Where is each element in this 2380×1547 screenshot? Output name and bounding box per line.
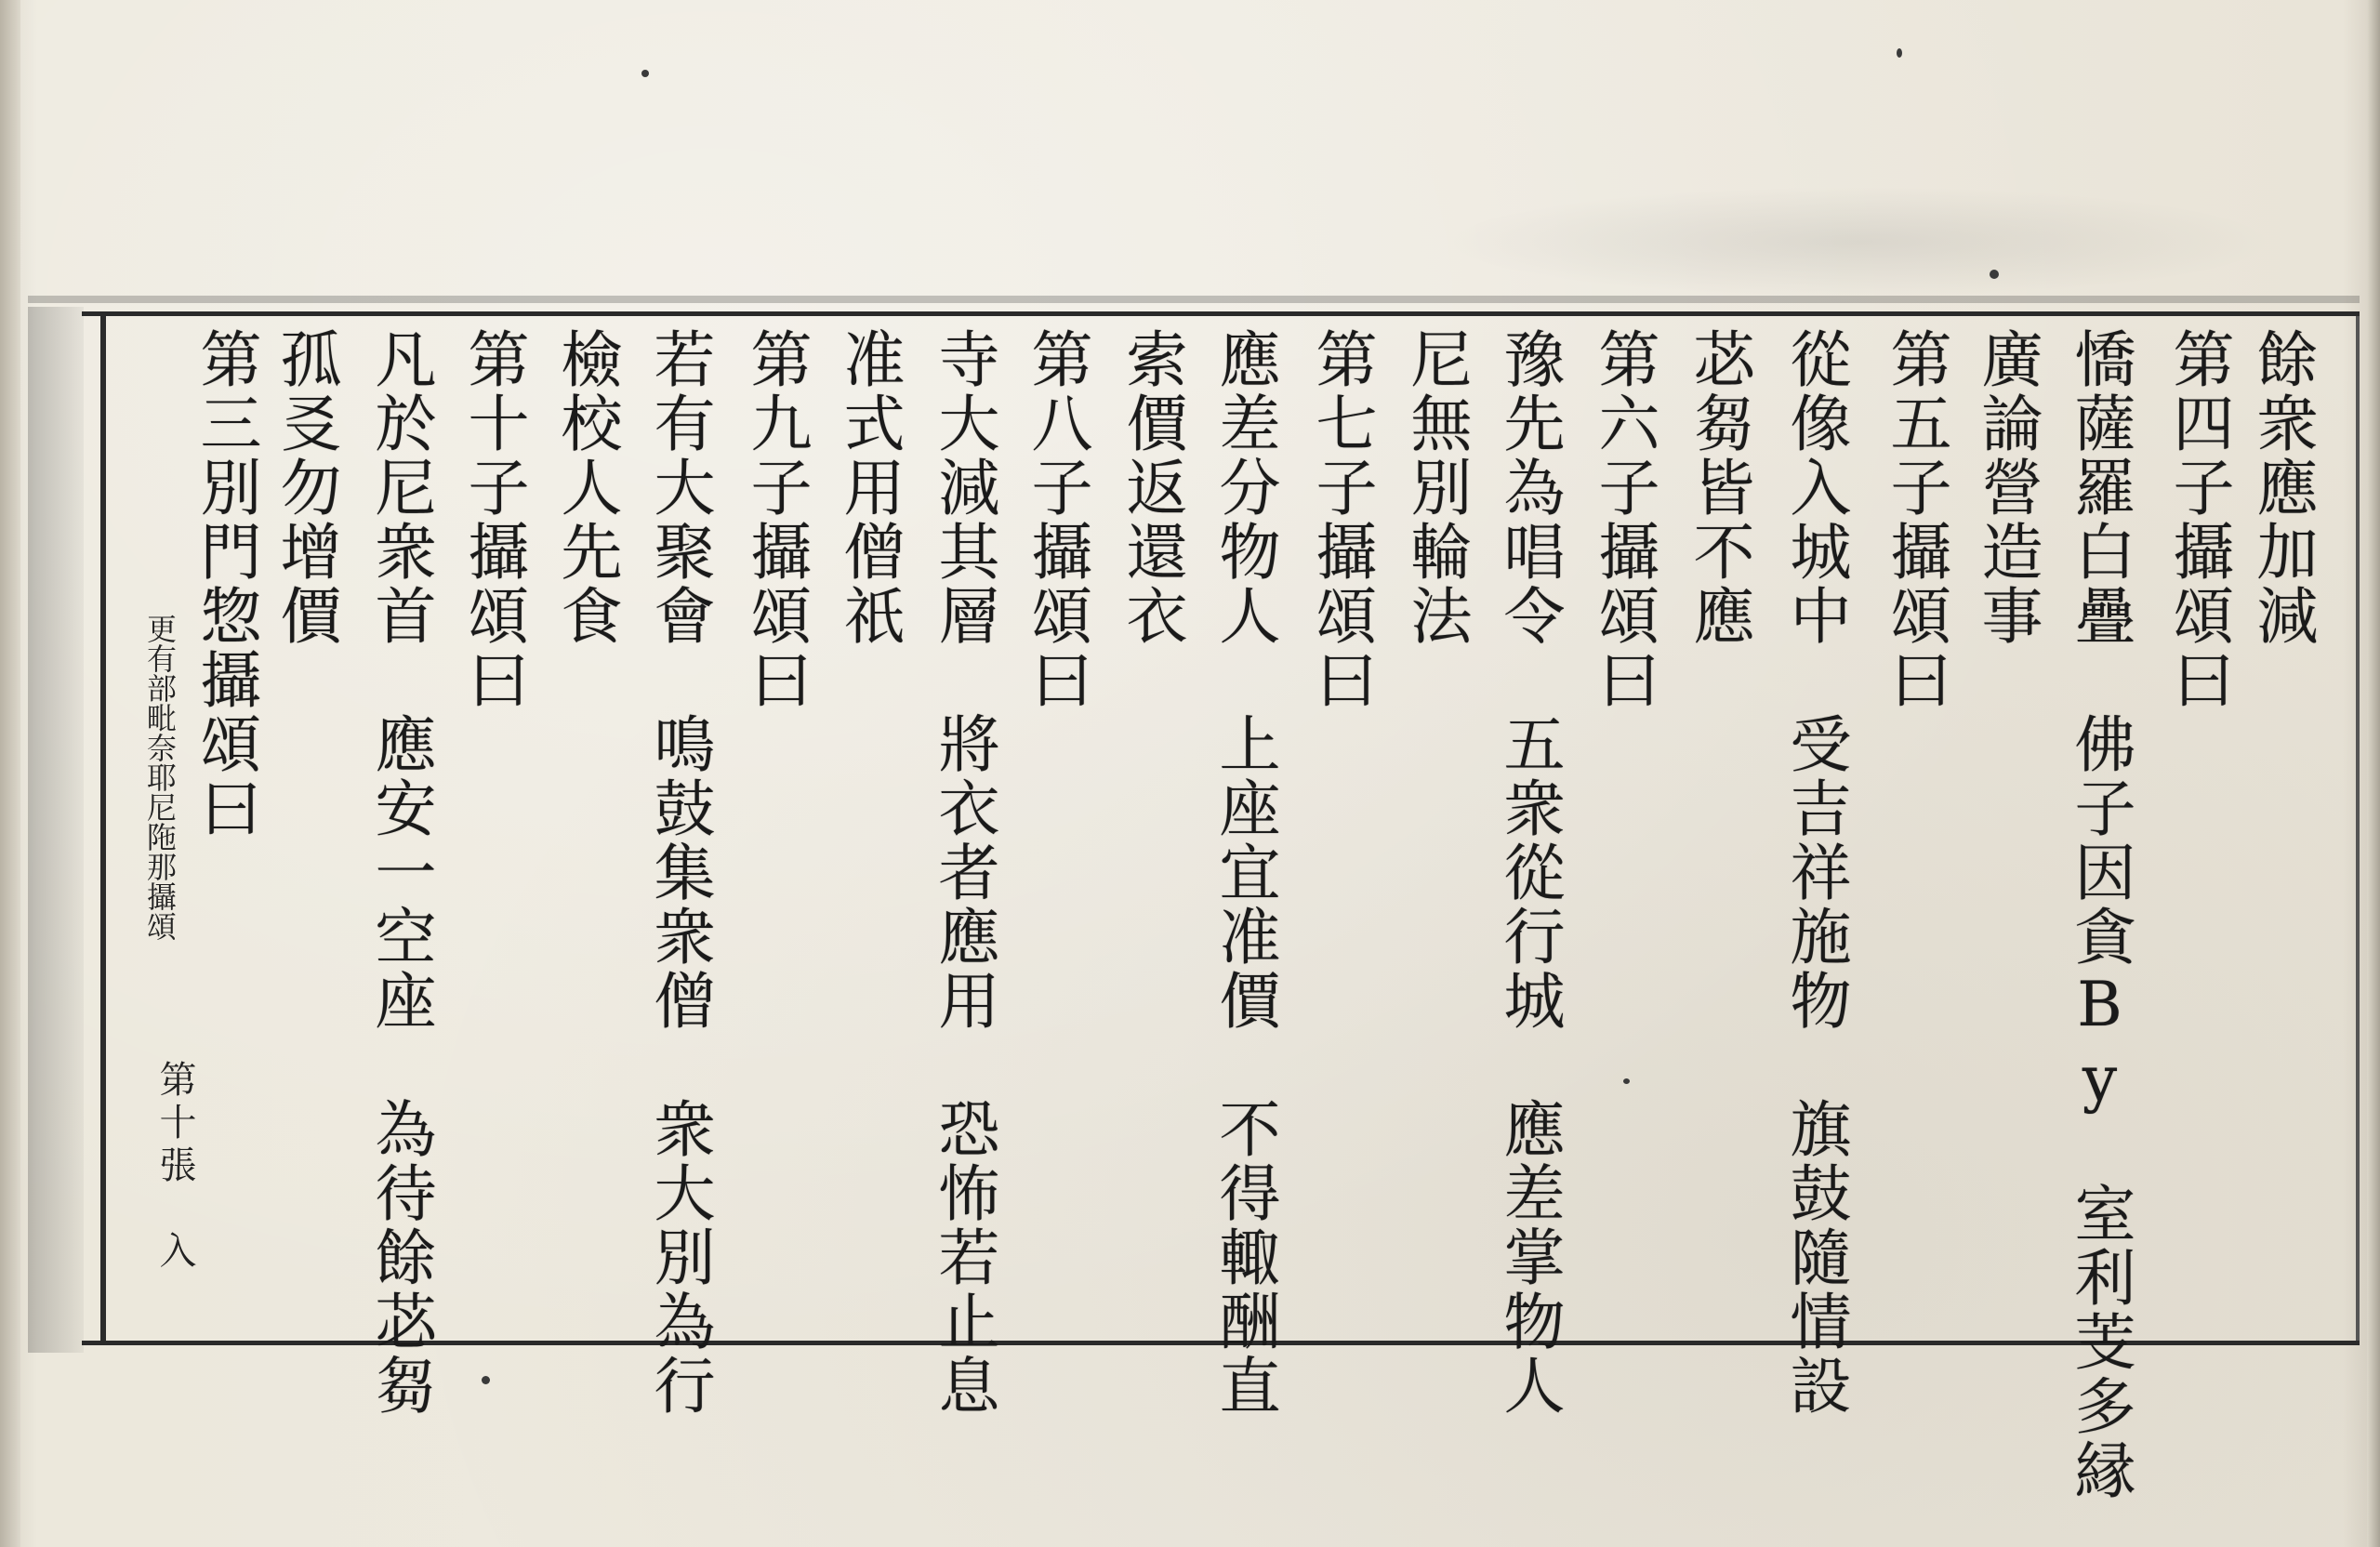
- ink-speck: [482, 1376, 490, 1384]
- text-column-20: 第十子攝頌曰: [457, 327, 529, 712]
- text-column-1: 餘衆應加減: [2246, 327, 2318, 648]
- page-left-edge: [0, 0, 20, 1547]
- frame-top-shadow: [28, 296, 2360, 303]
- text-column-17: 第九子攝頌曰: [740, 327, 812, 712]
- text-column-23: 第三別門惣攝頌曰: [190, 327, 261, 840]
- text-column-21: 凡於尼衆首 應安一空座 為待餘苾芻: [364, 327, 436, 1418]
- frame-right-rule: [2356, 316, 2360, 1341]
- ink-speck: [641, 70, 649, 77]
- frame-left-rule: [100, 316, 106, 1341]
- folio-number: 第十張 入: [153, 1060, 196, 1274]
- text-column-10: 尼無別輪法: [1400, 327, 1472, 648]
- text-column-14: 第八子攝頌曰: [1021, 327, 1092, 712]
- text-column-4: 廣論營造事: [1971, 327, 2043, 648]
- text-column-18: 若有大聚會 鳴鼓集衆僧 衆大別為行: [643, 327, 715, 1418]
- text-column-16: 准式用僧祇: [833, 327, 905, 648]
- ink-speck: [1897, 48, 1902, 58]
- text-column-7: 苾芻皆不應: [1683, 327, 1754, 648]
- text-column-3: 憍薩羅白疊 佛子因貪By 室利芰多縁: [2064, 327, 2135, 1502]
- text-column-15: 寺大減其層 將衣者應用 恐怖若止息: [928, 327, 999, 1418]
- text-column-9: 豫先為唱令 五衆從行城 應差掌物人: [1493, 327, 1565, 1418]
- ink-speck: [1990, 270, 1999, 279]
- text-column-13: 索價返還衣: [1116, 327, 1187, 648]
- text-column-8: 第六子攝頌曰: [1588, 327, 1659, 712]
- text-column-12: 應差分物人 上座宜准價 不得輙酬直: [1209, 327, 1280, 1418]
- ink-speck: [1623, 1078, 1630, 1084]
- margin-note: 更有部毗奈耶尼陁那攝頌: [142, 614, 178, 941]
- text-column-19: 檢校人先食: [550, 327, 622, 648]
- text-column-6: 從像入城中 受吉祥施物 旗鼓隨情設: [1779, 327, 1851, 1418]
- page-right-edge: [2367, 0, 2380, 1547]
- bleed-through-shadow: [1441, 186, 2278, 298]
- frame-outer-left-shadow: [28, 307, 84, 1353]
- text-column-11: 第七子攝頌曰: [1305, 327, 1377, 712]
- text-column-22: 孤㕛勿增價: [270, 327, 341, 648]
- text-column-2: 第四子攝頌曰: [2162, 327, 2234, 712]
- text-column-5: 第五子攝頌曰: [1880, 327, 1951, 712]
